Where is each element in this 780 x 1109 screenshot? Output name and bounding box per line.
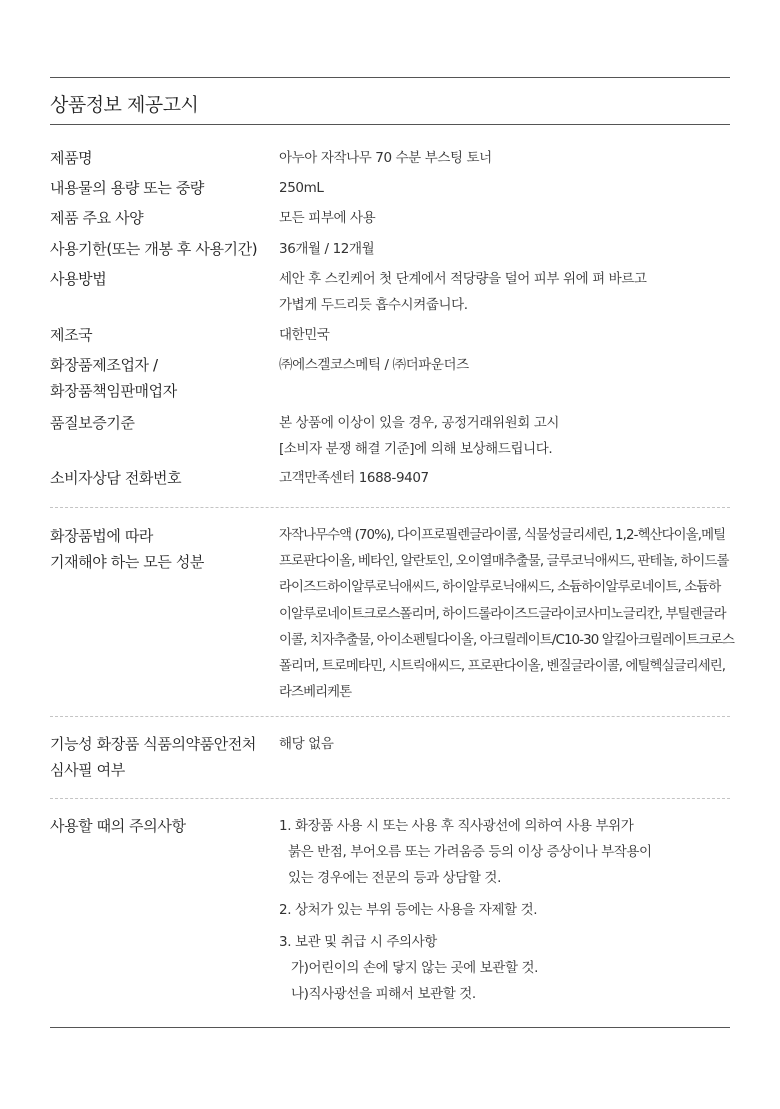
section-divider: [50, 716, 730, 717]
row-label: 제조국: [50, 326, 93, 344]
functional-label: 기능성 화장품 식품의약품안전처 심사필 여부: [50, 735, 256, 779]
functional-value: 해당 없음: [279, 736, 334, 752]
top-divider: [50, 77, 730, 78]
header-divider: [50, 124, 730, 125]
caution-label: 사용할 때의 주의사항: [50, 817, 186, 835]
row-value: 본 상품에 이상이 있을 경우, 공정거래위원회 고시 [소비자 분쟁 해결 기준]에 의해 보상해드립니다.: [279, 415, 560, 457]
bottom-divider: [50, 1027, 730, 1028]
row-label: 소비자상담 전화번호: [50, 469, 182, 487]
section-divider: [50, 798, 730, 799]
caution-list: [279, 813, 734, 1007]
row-value: 세안 후 스킨케어 첫 단계에서 적당량을 덜어 피부 위에 펴 바르고 가볍게 두드리듯 흡수시켜줍니다.: [279, 271, 647, 313]
row-value: 모든 피부에 사용: [279, 210, 376, 226]
ingredients-label: 화장품법에 따라 기재해야 하는 모든 성분: [50, 527, 205, 571]
row-label: 내용물의 용량 또는 중량: [50, 179, 205, 197]
row-value: 아누아 자작나무 70 수분 부스팅 토너: [279, 150, 492, 166]
row-label: 품질보증기준: [50, 414, 135, 432]
row-value: 고객만족센터 1688-9407: [279, 470, 429, 486]
row-label: 제품명: [50, 149, 93, 167]
row-value: ㈜에스겔코스메틱 / ㈜더파운더즈: [279, 357, 469, 373]
row-label: 제품 주요 사양: [50, 209, 144, 227]
row-value: 대한민국: [279, 327, 330, 343]
caution-item: 3. 보관 및 취급 시 주의사항 가)어린이의 손에 닿지 않는 곳에 보관할 것. 나)직사광선을 피해서 보관할 것.: [279, 934, 539, 1002]
ingredients-list: 자작나무수액 (70%), 다이프로필렌글라이콜, 식물성글리세린, 1,2-헥산다이올,메틸 프로판다이올, 베타인, 알란토인, 오이열매추출물, 글루코닉애씨드, 판테놀, 하이드롤 라이즈드하이알루로닉애씨드, 하이알루로닉애씨드, 소듐하이알루로네이트, 소듐하 이알루로네이트크로스폴리머, 하이드롤라이즈드글라이코사미노글리칸, 부틸렌글라 이콜, 치자추출물, 아이소펜틸다이올, 아크릴레이트/C10-30 알킬아크릴레이트크로스 폴리머, 트로메타민, 시트릭애씨드, 프로판다이올, 벤질글라이콜, 에틸헥실글리세린, 라즈베리케톤: [279, 528, 735, 701]
row-label: 사용기한(또는 개봉 후 사용기간): [50, 240, 258, 258]
caution-item: 1. 화장품 사용 시 또는 사용 후 직사광선에 의하여 사용 부위가 붉은 반점, 부어오름 또는 가려움증 등의 이상 증상이나 부작용이 있는 경우에는 전문의 등과 상담할 것.: [279, 818, 652, 886]
section-divider: [50, 507, 730, 508]
row-label: 사용방법: [50, 270, 107, 288]
row-label: 화장품제조업자 / 화장품책임판매업자: [50, 356, 177, 400]
caution-item: 2. 상처가 있는 부위 등에는 사용을 자제할 것.: [279, 902, 538, 918]
row-value: 36개월 / 12개월: [279, 241, 375, 257]
page-title: 상품정보 제공고시: [50, 94, 199, 116]
row-value: 250mL: [279, 180, 324, 196]
